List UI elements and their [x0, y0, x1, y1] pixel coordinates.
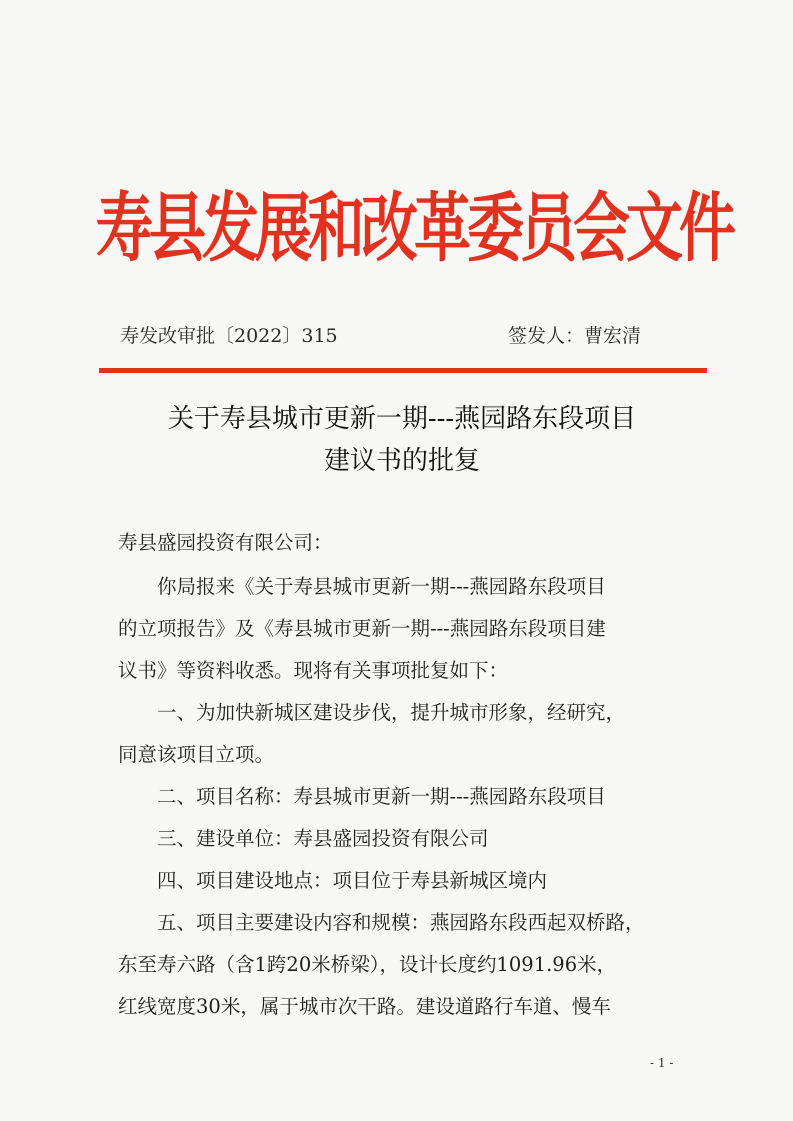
document-title-line-1: 关于寿县城市更新一期---燕园路东段项目 [167, 404, 637, 434]
body-line: 同意该项目立项。 [118, 743, 275, 766]
body-line: 的立项报告》及《寿县城市更新一期---燕园路东段项目建 [118, 617, 606, 640]
org-header-title: 寿县发展和改革委员会文件 [96, 183, 732, 273]
body-line: 三、建设单位：寿县盛园投资有限公司 [118, 827, 489, 850]
document-title-line-2: 建议书的批复 [323, 446, 480, 476]
issuer-signature: 签发人：曹宏清 [508, 325, 642, 347]
red-divider-rule [99, 368, 707, 373]
body-line: 红线宽度30米，属于城市次干路。建设道路行车道、慢车 [118, 995, 611, 1018]
body-line: 议书》等资料收悉。现将有关事项批复如下： [118, 659, 509, 682]
body-line: 四、项目建设地点：项目位于寿县新城区境内 [118, 869, 548, 892]
body-line: 一、为加快新城区建设步伐，提升城市形象，经研究， [118, 701, 626, 724]
document-number: 寿发改审批〔2022〕315 [120, 325, 338, 347]
body-line: 二、项目名称：寿县城市更新一期---燕园路东段项目 [118, 785, 606, 808]
body-line: 你局报来《关于寿县城市更新一期---燕园路东段项目 [118, 575, 606, 598]
body-line: 东至寿六路（含1跨20米桥梁），设计长度约1091.96米， [118, 953, 617, 976]
body-line: 寿县盛园投资有限公司： [118, 531, 333, 554]
page-number: - 1 - [650, 1056, 674, 1070]
body-line: 五、项目主要建设内容和规模：燕园路东段西起双桥路， [118, 911, 645, 934]
